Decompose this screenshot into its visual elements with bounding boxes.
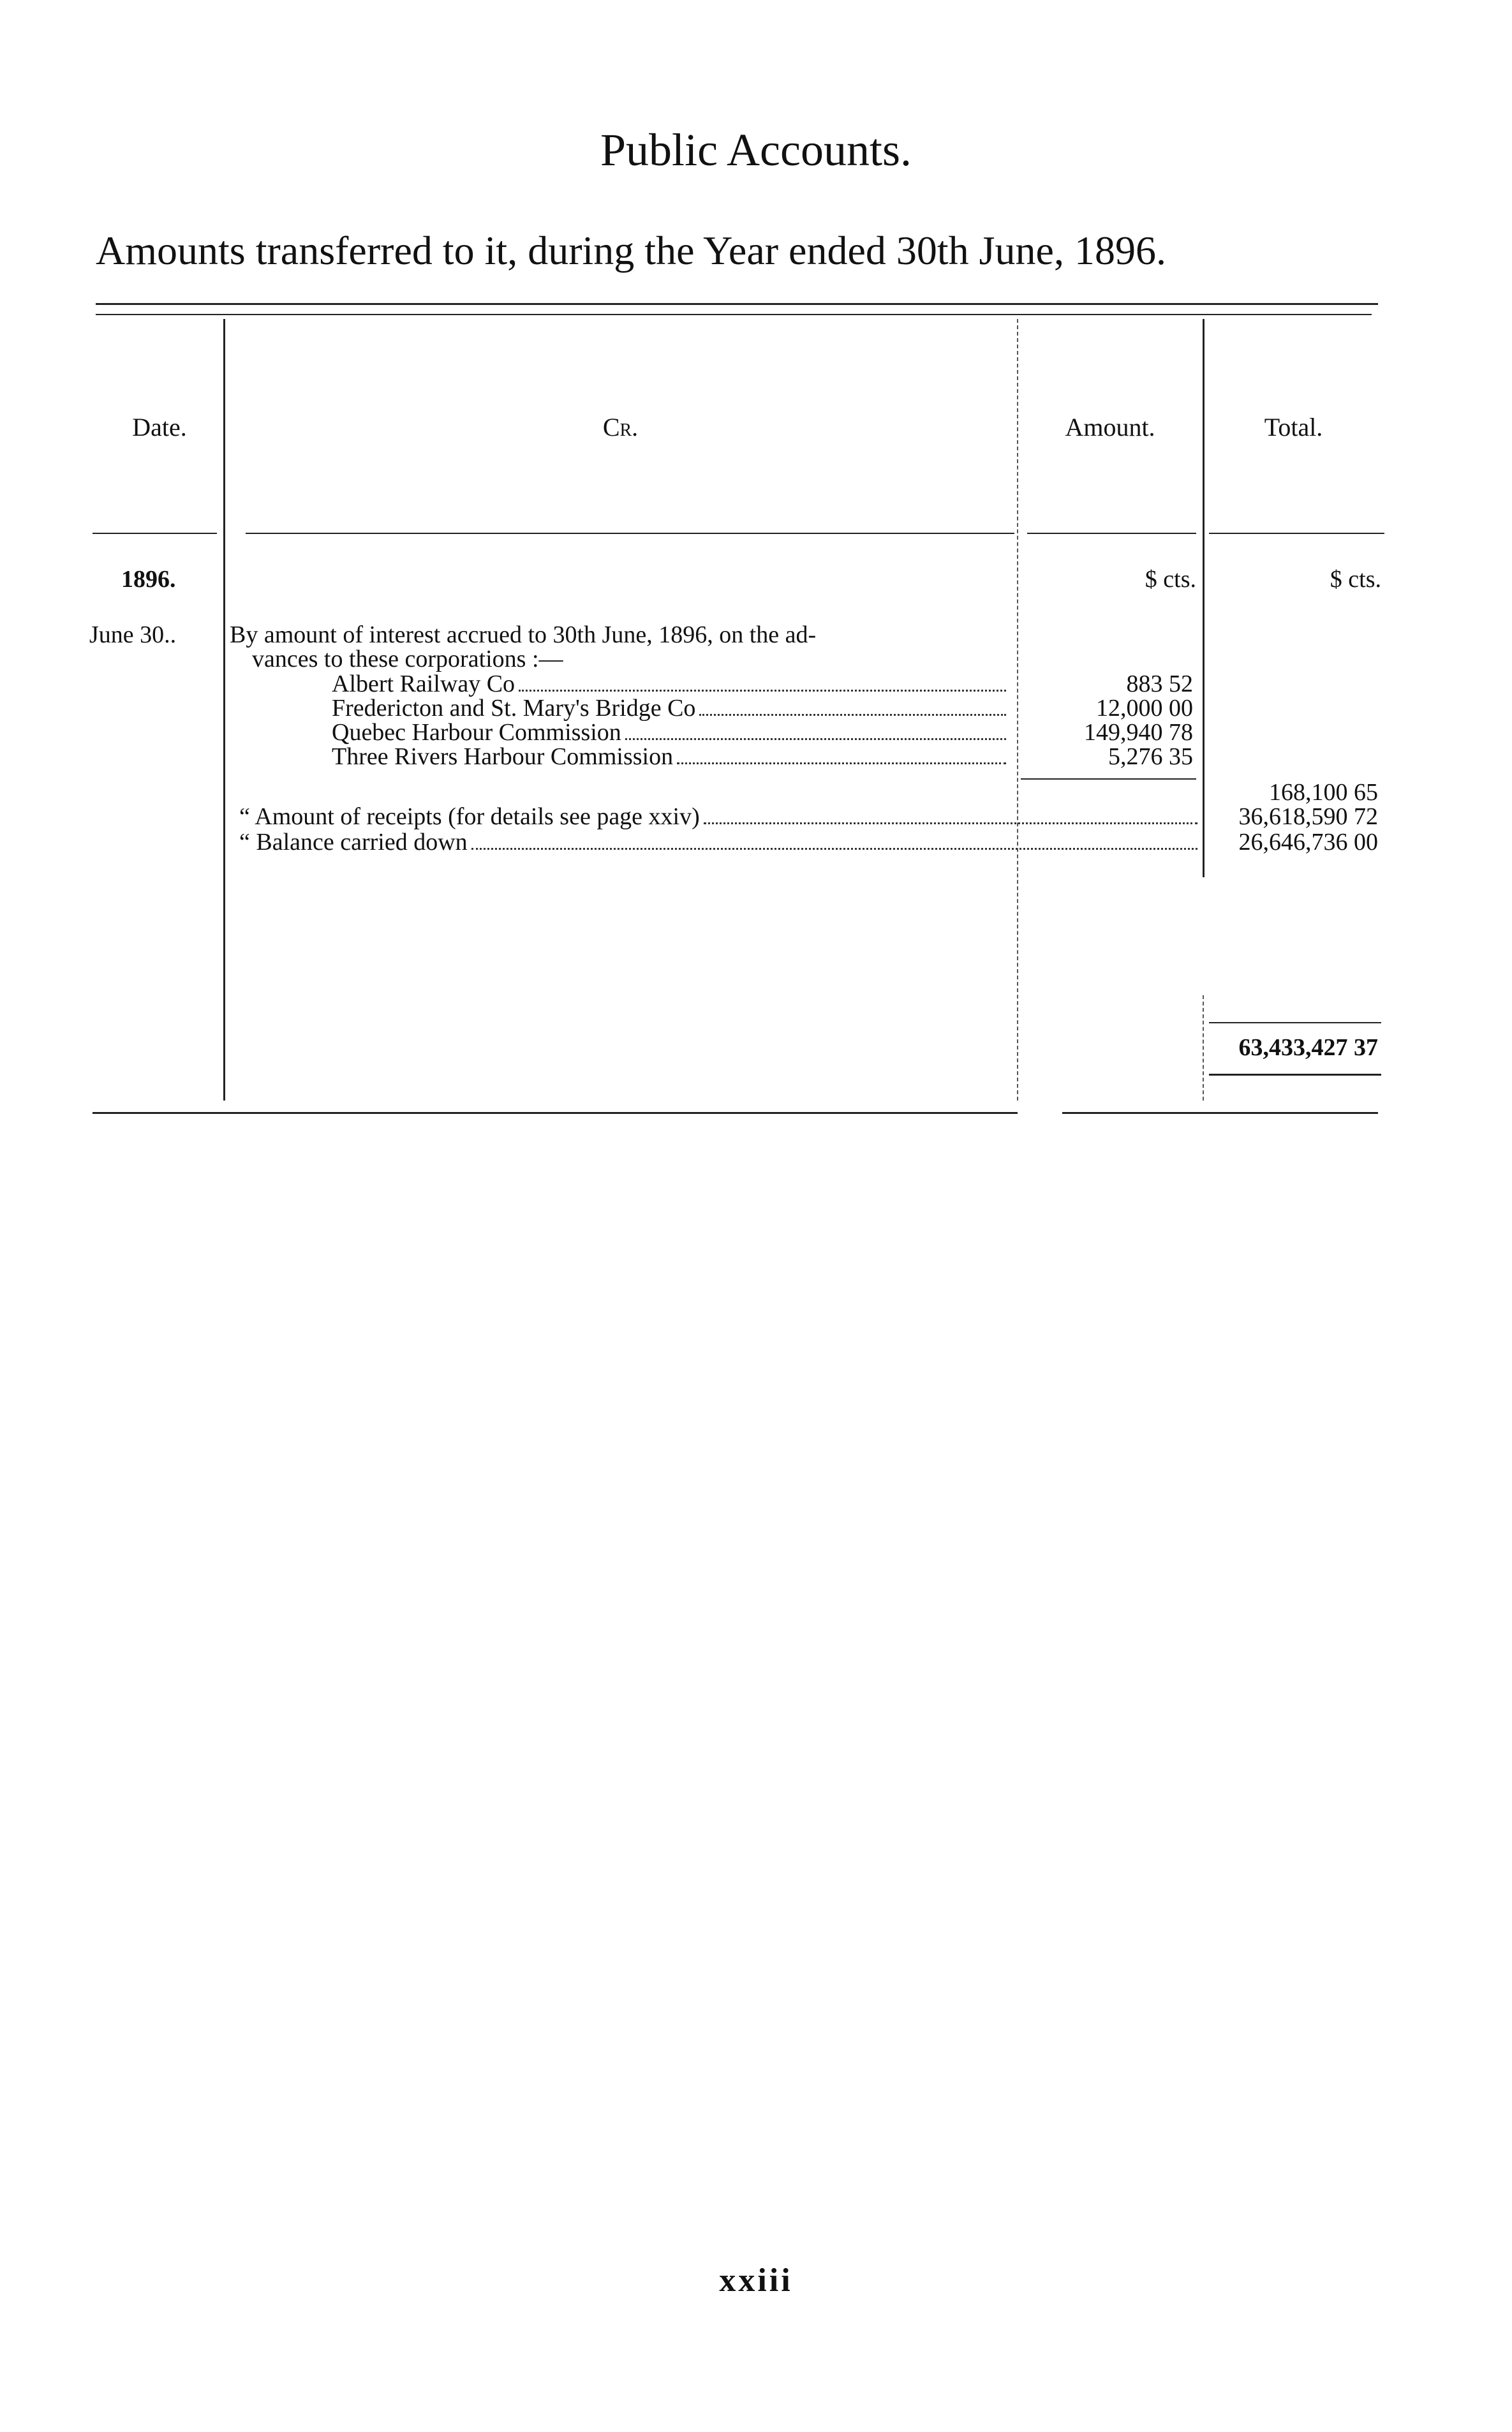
subtotal-value: 168,100 65 xyxy=(1269,779,1378,806)
item-amount: 12,000 00 xyxy=(1096,695,1193,722)
page-title: Public Accounts. xyxy=(600,124,912,175)
column-header-total: Total. xyxy=(1264,413,1323,441)
receipts-label: “ Amount of receipts (for details see page xxiv) xyxy=(239,803,700,830)
balance-row xyxy=(239,829,1203,856)
divider-amount-total xyxy=(1203,319,1204,877)
page-subtitle: Amounts transferred to it, during the Year ended 30th June, 1896. xyxy=(96,228,1166,273)
total-currency-label: $ cts. xyxy=(1330,566,1381,593)
item-row xyxy=(332,695,1011,722)
bottom-rule-right xyxy=(1062,1112,1378,1114)
page-number: xxiii xyxy=(719,2262,793,2299)
bottom-rule-left xyxy=(93,1112,1018,1114)
balance-label: “ Balance carried down xyxy=(239,829,468,856)
item-label: Three Rivers Harbour Commission xyxy=(332,743,674,770)
item-label: Quebec Harbour Commission xyxy=(332,719,621,746)
item-row xyxy=(332,720,1011,746)
balance-total: 26,646,736 00 xyxy=(1238,829,1378,856)
receipts-row xyxy=(239,804,1203,830)
item-label: Albert Railway Co xyxy=(332,671,515,697)
top-rule xyxy=(96,303,1378,305)
header-rule-total xyxy=(1209,533,1384,534)
entry-date: June 30.. xyxy=(89,621,177,648)
grand-total-value: 63,433,427 37 xyxy=(1238,1034,1378,1061)
receipts-total: 36,618,590 72 xyxy=(1238,803,1378,830)
header-rule-date xyxy=(93,533,217,534)
item-label: Fredericton and St. Mary's Bridge Co xyxy=(332,695,696,722)
year-label: 1896. xyxy=(121,566,176,593)
grand-total-rule-top xyxy=(1209,1022,1381,1023)
item-amount: 883 52 xyxy=(1126,671,1193,697)
item-row xyxy=(332,744,1011,770)
item-amount: 149,940 78 xyxy=(1084,719,1193,746)
column-header-cr: Cr. xyxy=(602,413,639,441)
header-rule-amount xyxy=(1027,533,1196,534)
subtotal-rule xyxy=(1021,778,1196,780)
item-amount: 5,276 35 xyxy=(1108,743,1193,770)
amount-currency-label: $ cts. xyxy=(1145,566,1196,593)
header-rule-cr xyxy=(246,533,1014,534)
column-header-date: Date. xyxy=(132,413,187,441)
interest-intro: By amount of interest accrued to 30th June, 1896, on the ad- xyxy=(230,621,817,648)
interest-intro-cont: vances to these corporations :— xyxy=(252,646,563,672)
item-row xyxy=(332,671,1011,697)
top-rule-second xyxy=(96,314,1372,315)
grand-total-rule-bottom xyxy=(1209,1074,1381,1076)
divider-amount-total-lower xyxy=(1203,995,1204,1101)
column-header-amount: Amount. xyxy=(1065,413,1155,441)
